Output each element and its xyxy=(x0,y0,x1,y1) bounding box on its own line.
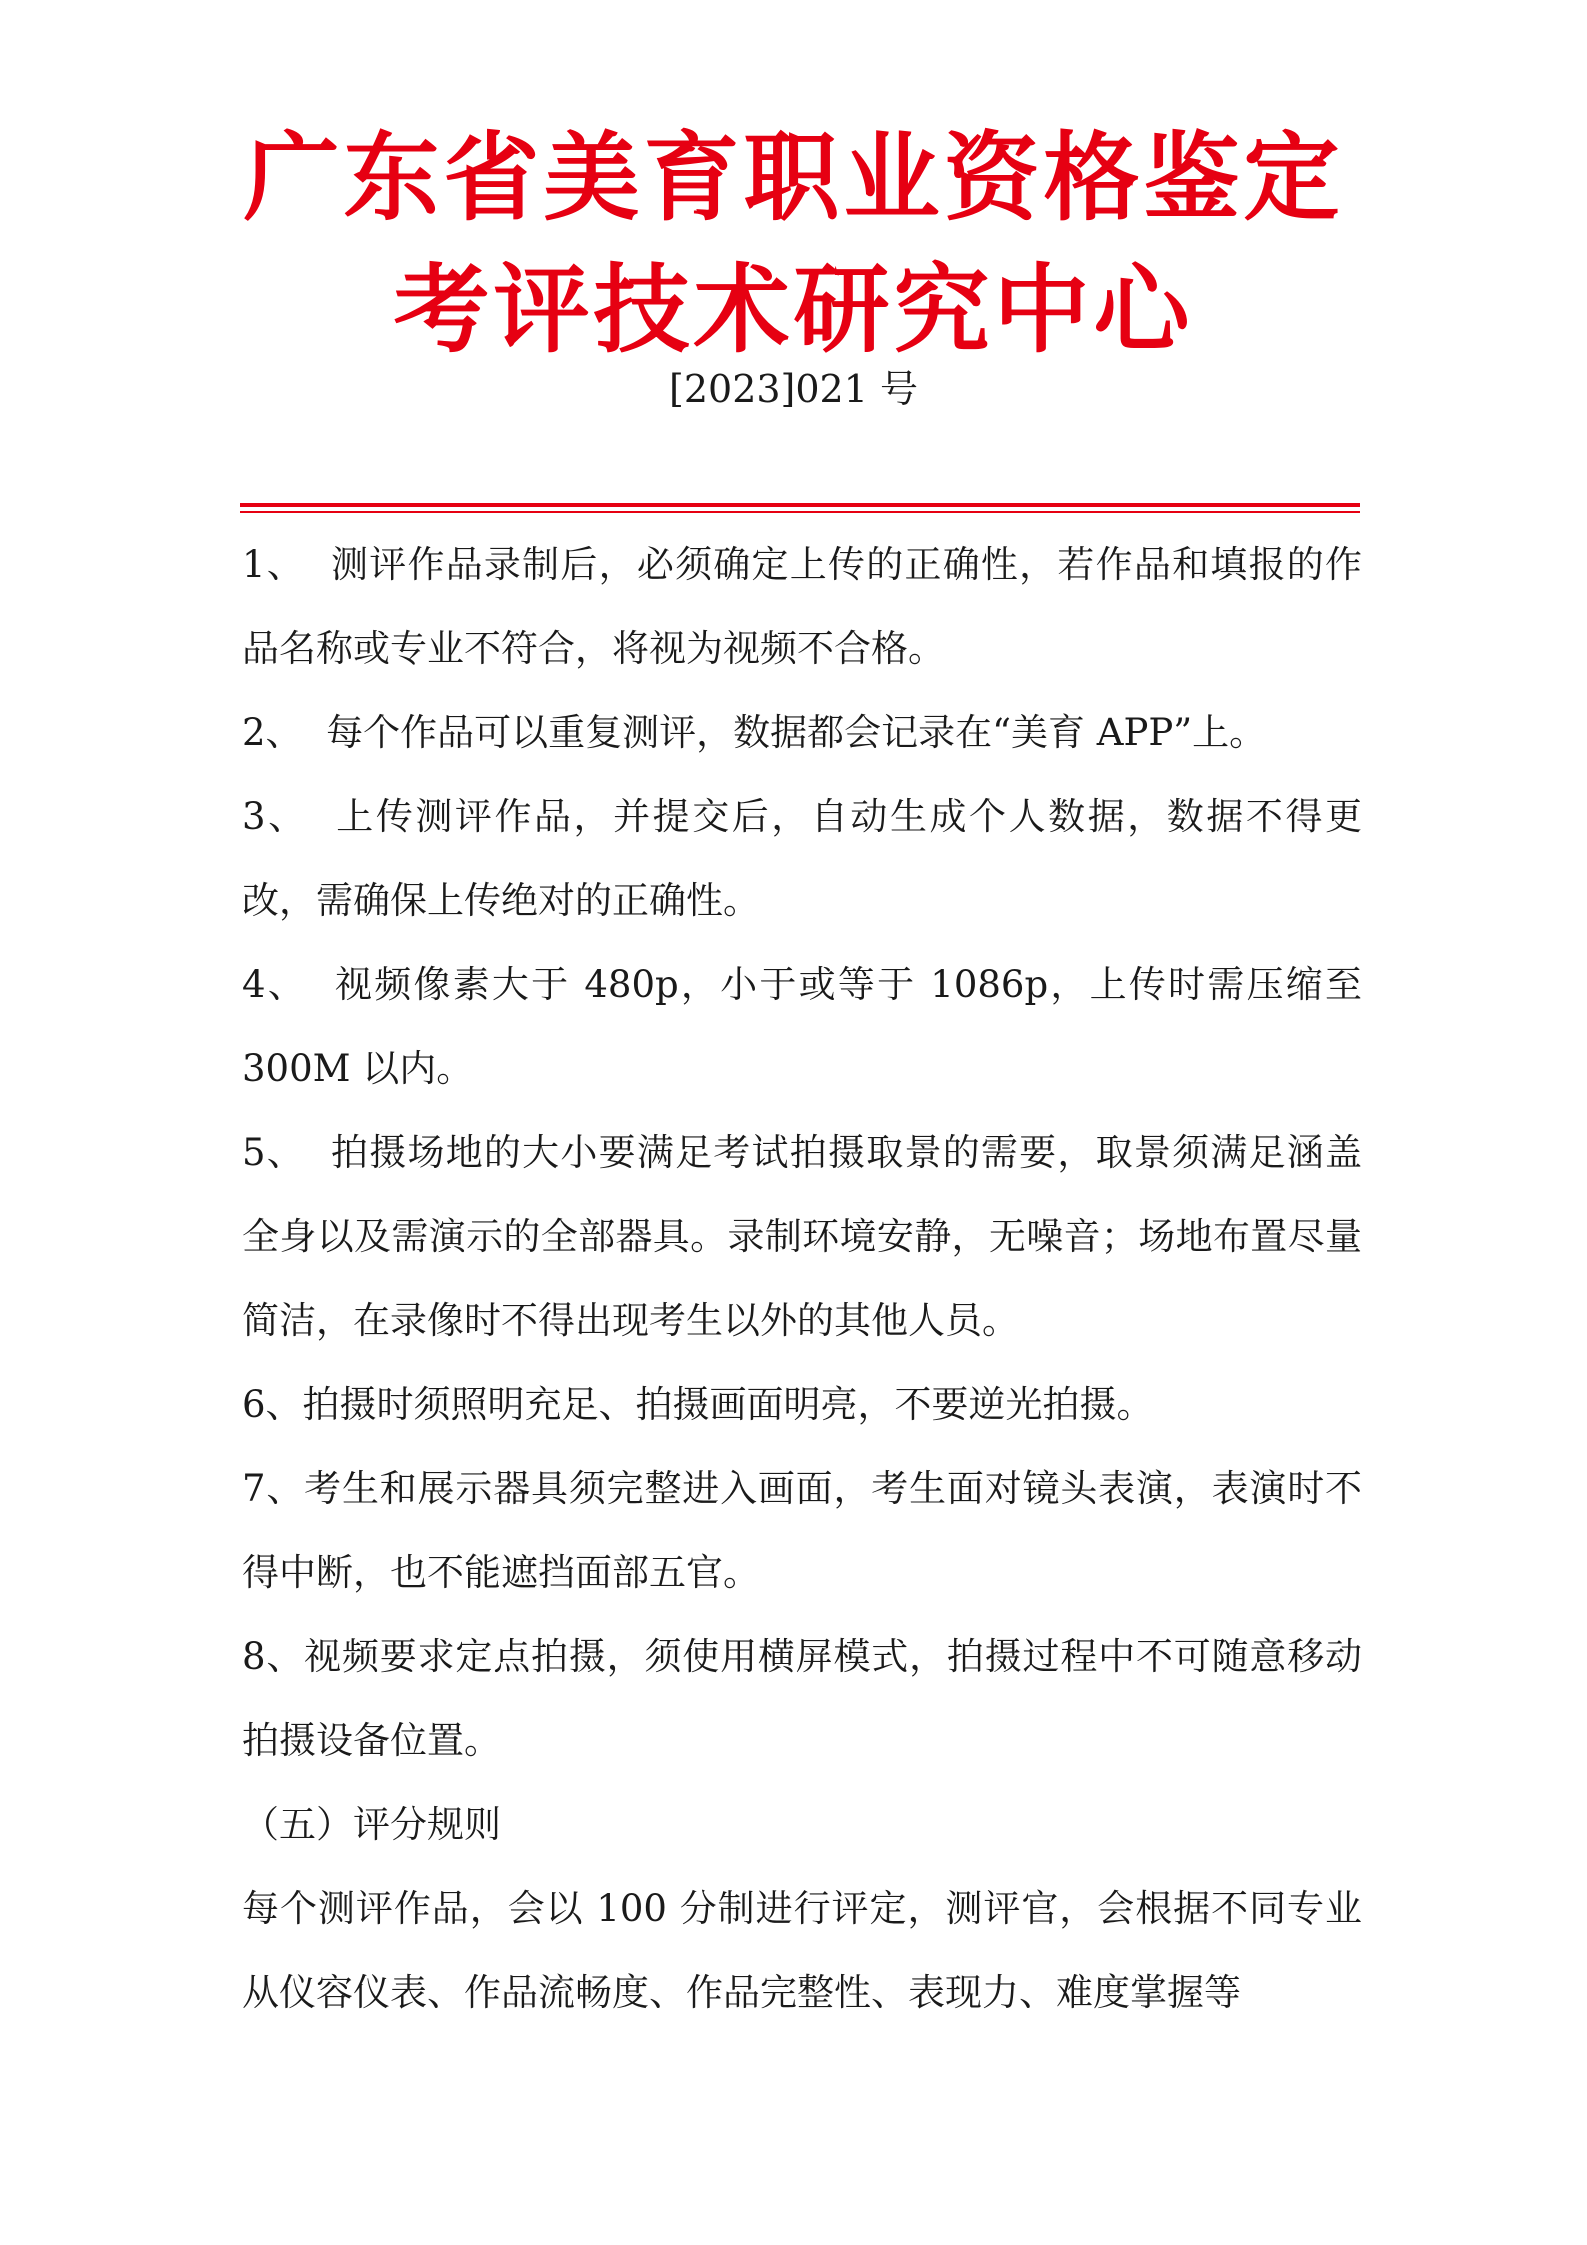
section-heading: （五）评分规则 xyxy=(242,1803,501,1846)
section-paragraph: 每个测评作品，会以 100 分制进行评定，测评官，会根据不同专业从仪容仪表、作品流畅度、作品完整性、表现力、难度掌握等 xyxy=(242,1887,1362,2014)
document-body xyxy=(242,523,1362,2035)
list-item-3 xyxy=(242,775,1362,943)
header-divider-thick xyxy=(240,503,1360,507)
header-divider-thin xyxy=(240,511,1360,513)
list-item-number: 4、 xyxy=(242,963,308,1006)
list-item-text: 上传测评作品，并提交后，自动生成个人数据，数据不得更改，需确保上传绝对的正确性。 xyxy=(242,795,1362,922)
list-item-1 xyxy=(242,523,1362,691)
document-number: [2023]021 号 xyxy=(669,367,918,411)
list-item-4 xyxy=(242,943,1362,1111)
list-item-number: 8、 xyxy=(242,1635,305,1678)
list-item-7 xyxy=(242,1447,1362,1615)
list-item-6 xyxy=(242,1363,1362,1447)
list-item-text: 拍摄时须照明充足、拍摄画面明亮，不要逆光拍摄。 xyxy=(302,1383,1154,1426)
list-item-number: 7、 xyxy=(242,1467,305,1510)
list-item-text: 视频像素大于 480p，小于或等于 1086p，上传时需压缩至 300M 以内。 xyxy=(242,963,1362,1090)
list-item-text: 拍摄场地的大小要满足考试拍摄取景的需要，取景须满足涵盖全身以及需演示的全部器具。录制环境安静，无噪音；场地布置尽量简洁，在录像时不得出现考生以外的其他人员。 xyxy=(242,1131,1362,1342)
list-item-8 xyxy=(242,1615,1362,1783)
header-title-line-1: 广东省美育职业资格鉴定 xyxy=(243,121,1344,234)
list-item-number: 3、 xyxy=(242,795,308,838)
list-item-text: 测评作品录制后，必须确定上传的正确性，若作品和填报的作品名称或专业不符合，将视为视频不合格。 xyxy=(242,543,1362,670)
header-title-line-2: 考评技术研究中心 xyxy=(393,253,1194,366)
list-item-number: 2、 xyxy=(242,711,303,754)
list-item-text: 视频要求定点拍摄，须使用横屏模式，拍摄过程中不可随意移动拍摄设备位置。 xyxy=(242,1635,1363,1762)
list-item-number: 6、 xyxy=(242,1383,303,1426)
list-item-2 xyxy=(242,691,1362,775)
list-item-number: 5、 xyxy=(242,1131,306,1174)
list-item-number: 1、 xyxy=(242,543,306,586)
list-item-text: 考生和展示器具须完整进入画面，考生面对镜头表演，表演时不得中断，也不能遮挡面部五官。 xyxy=(242,1467,1363,1594)
list-item-text: 每个作品可以重复测评，数据都会记录在“美育 APP”上。 xyxy=(326,711,1267,754)
list-item-5 xyxy=(242,1111,1362,1363)
